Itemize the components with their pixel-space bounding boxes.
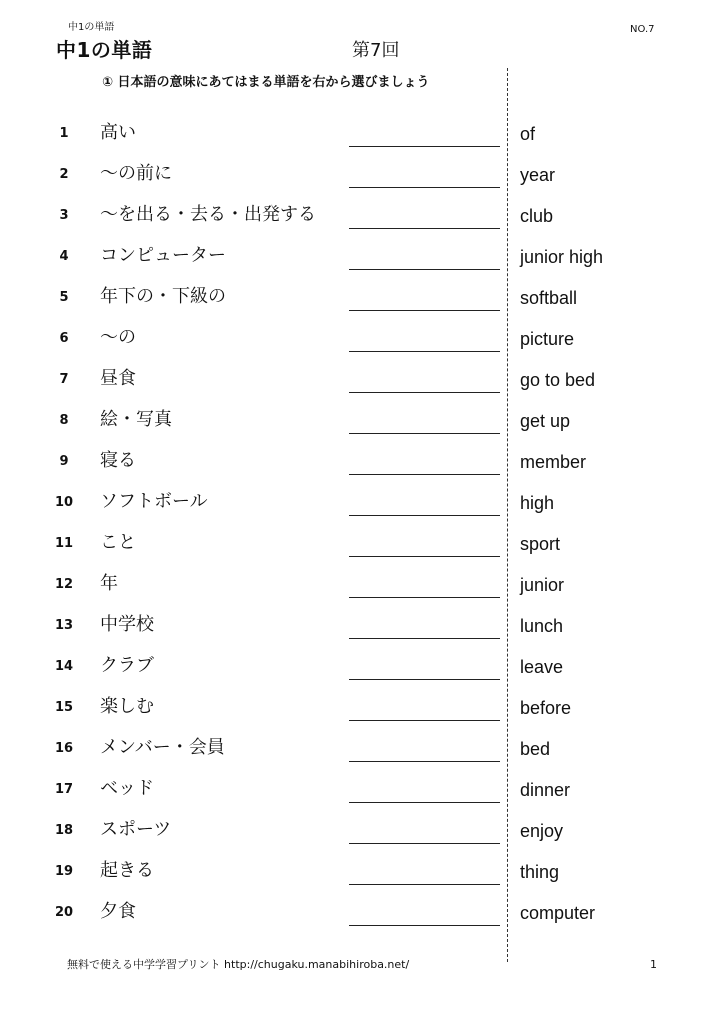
question-japanese: 絵・写真 [100,409,172,430]
choice-word: junior [520,575,565,595]
question-number: 4 [59,249,69,264]
question-japanese: 寝る [100,450,136,471]
answer-blank[interactable] [349,392,500,393]
answer-blank[interactable] [349,351,500,352]
answer-blank[interactable] [349,884,500,885]
answer-blank[interactable] [349,269,500,270]
question-number: 5 [59,290,69,305]
question-number: 7 [59,372,69,387]
question-japanese: スポーツ [100,819,172,840]
footer-text: 無料で使える中学学習プリント http://chugaku.manabihiroba.net/ [67,958,410,971]
choice-word: year [520,165,556,185]
question-number: 11 [54,536,74,551]
question-number: 17 [54,782,74,797]
choice-word: lunch [520,616,564,636]
choice-word: enjoy [520,821,564,841]
answer-blank[interactable] [349,597,500,598]
question-japanese: ～の前に [100,163,172,184]
choice-word: club [520,206,554,226]
question-number: 10 [54,495,74,510]
question-japanese: クラブ [100,655,154,676]
instruction: ① 日本語の意味にあてはまる単語を右から選びましょう [102,75,430,90]
question-number: 8 [59,413,69,428]
question-japanese: 高い [100,122,136,143]
worksheet-number: NO.7 [630,24,655,35]
answer-blank[interactable] [349,310,500,311]
question-japanese: ～の [100,327,136,348]
question-japanese: 年下の・下級の [100,286,226,307]
choice-word: picture [520,329,575,349]
question-japanese: こと [100,532,136,553]
choice-word: dinner [520,780,571,800]
question-number: 19 [54,864,74,879]
question-number: 6 [59,331,69,346]
answer-blank[interactable] [349,515,500,516]
choice-word: bed [520,739,551,759]
question-number: 20 [54,905,74,920]
question-japanese: 昼食 [100,368,136,389]
question-number: 13 [54,618,74,633]
choice-word: get up [520,411,571,431]
answer-blank[interactable] [349,638,500,639]
choice-word: go to bed [520,370,596,390]
answer-blank[interactable] [349,187,500,188]
answer-blank[interactable] [349,761,500,762]
question-number: 1 [59,126,69,141]
question-japanese: ベッド [100,778,154,799]
answer-blank[interactable] [349,925,500,926]
question-number: 3 [59,208,69,223]
choice-word: thing [520,862,560,882]
question-number: 16 [54,741,74,756]
question-japanese: 中学校 [100,614,154,635]
dashed-divider [507,68,508,962]
answer-blank[interactable] [349,679,500,680]
answer-blank[interactable] [349,146,500,147]
round-label: 第7回 [352,40,400,61]
choice-word: of [520,124,536,144]
choice-word: sport [520,534,561,554]
question-japanese: 夕食 [100,901,136,922]
answer-blank[interactable] [349,474,500,475]
question-japanese: 年 [100,573,118,594]
answer-blank[interactable] [349,433,500,434]
answer-blank[interactable] [349,228,500,229]
question-japanese: 起きる [100,860,154,881]
answer-blank[interactable] [349,802,500,803]
choice-word: junior high [520,247,604,267]
choice-word: member [520,452,587,472]
choice-word: softball [520,288,578,308]
question-japanese: メンバー・会員 [100,737,225,758]
worksheet-title: 中1の単語 [56,38,153,62]
question-number: 15 [54,700,74,715]
choice-word: high [520,493,555,513]
question-number: 14 [54,659,74,674]
page-number: 1 [650,958,657,971]
answer-blank[interactable] [349,720,500,721]
question-number: 18 [54,823,74,838]
choice-word: before [520,698,572,718]
question-japanese: 楽しむ [100,696,154,717]
question-number: 12 [54,577,74,592]
question-number: 9 [59,454,69,469]
question-japanese: ～を出る・去る・出発する [100,204,316,225]
worksheet-subtitle: 中1の単語 [68,22,115,33]
question-japanese: コンピューター [100,245,226,266]
answer-blank[interactable] [349,556,500,557]
answer-blank[interactable] [349,843,500,844]
choice-word: computer [520,903,596,923]
choice-word: leave [520,657,564,677]
question-japanese: ソフトボール [100,491,208,512]
question-number: 2 [59,167,69,182]
